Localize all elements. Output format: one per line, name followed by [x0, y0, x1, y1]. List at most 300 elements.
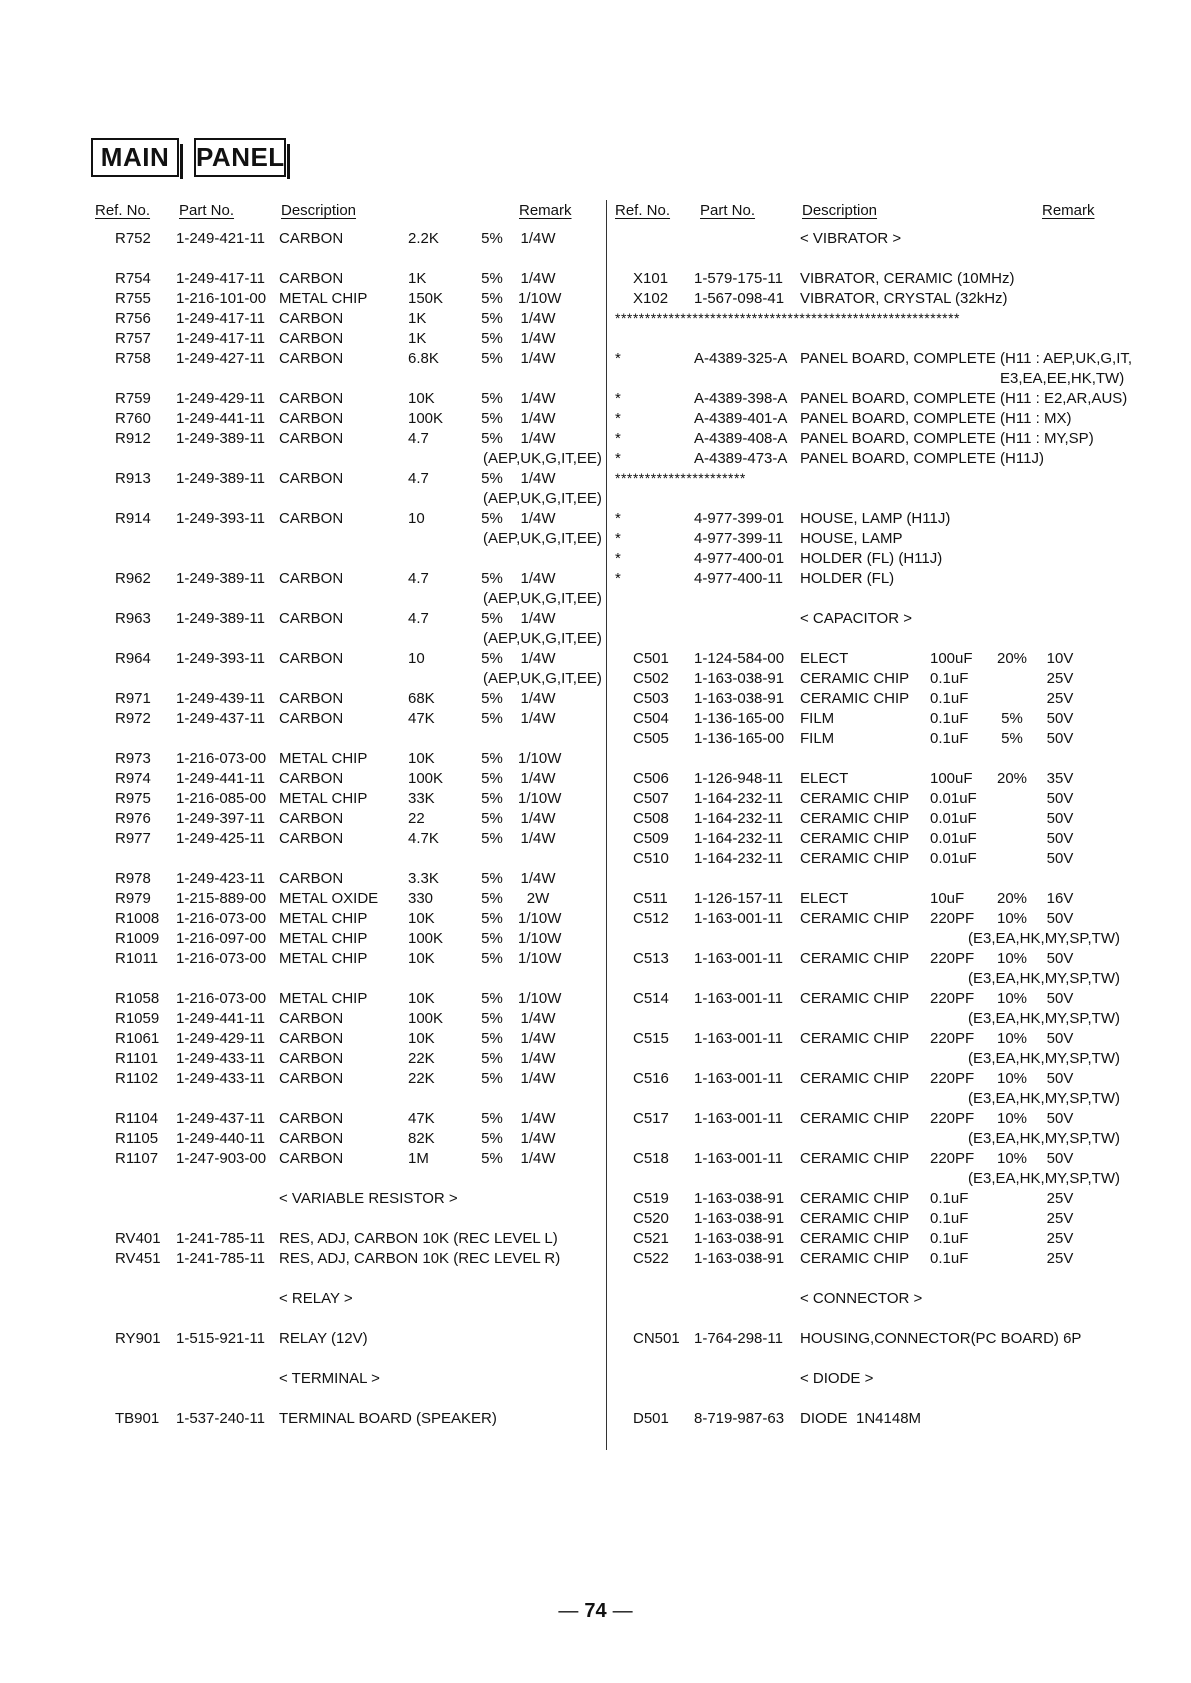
- part-val: 1N4148M: [856, 1410, 922, 1427]
- part-rating: 50V: [1046, 730, 1074, 747]
- part-part: 4-977-399-11: [694, 530, 783, 547]
- part-part: 1-249-429-11: [176, 390, 265, 407]
- part-part: 1-249-441-11: [176, 1010, 265, 1027]
- part-tol: 5%: [481, 690, 503, 707]
- part-part: 1-537-240-11: [176, 1410, 265, 1427]
- part-rating: 1/10W: [518, 990, 562, 1007]
- part-part: 1-249-441-11: [176, 770, 265, 787]
- part-ref: R914: [115, 510, 151, 527]
- part-mark: *: [615, 410, 621, 427]
- part-rating: 50V: [1046, 950, 1074, 967]
- part-part: 1-249-429-11: [176, 1030, 265, 1047]
- part-rating: 1/4W: [520, 570, 556, 587]
- part-tol: 5%: [481, 910, 503, 927]
- part-part: 1-216-073-00: [176, 750, 267, 767]
- part-tol: 5%: [481, 270, 503, 287]
- part-rating: 50V: [1046, 710, 1074, 727]
- part-rating: 1/4W: [520, 650, 556, 667]
- part-rating: 1/4W: [520, 470, 556, 487]
- part-ref: RY901: [115, 1330, 161, 1347]
- part-ref: R759: [115, 390, 151, 407]
- part-desc: CERAMIC CHIP: [800, 1190, 910, 1207]
- part-ref: R758: [115, 350, 151, 367]
- part-part: 1-241-785-11: [176, 1250, 265, 1267]
- part-rating: 1/4W: [520, 1050, 556, 1067]
- part-tol: 5%: [481, 790, 503, 807]
- part-val: 10K: [408, 990, 435, 1007]
- part-remark2: (E3,EA,HK,MY,SP,TW): [968, 970, 1120, 987]
- part-part: 1-579-175-11: [694, 270, 783, 287]
- part-ref: R757: [115, 330, 151, 347]
- part-tol: 5%: [481, 1150, 503, 1167]
- part-remark2: (E3,EA,HK,MY,SP,TW): [968, 930, 1120, 947]
- part-tol: 10%: [996, 1070, 1028, 1087]
- part-ref: C515: [633, 1030, 669, 1047]
- page-number-line: [0, 1600, 1191, 1623]
- part-part: 1-247-903-00: [176, 1150, 267, 1167]
- part-section: < RELAY >: [279, 1290, 353, 1307]
- part-val: 82K: [408, 1130, 435, 1147]
- part-rating: 1/10W: [518, 790, 562, 807]
- part-desc: HOUSE, LAMP: [800, 530, 903, 547]
- part-ref: C506: [633, 770, 669, 787]
- part-ref: R974: [115, 770, 151, 787]
- part-rating: 1/10W: [518, 750, 562, 767]
- part-part: 1-515-921-11: [176, 1330, 265, 1347]
- part-desc: CARBON: [279, 650, 344, 667]
- part-tol: 5%: [481, 890, 503, 907]
- part-desc: HOUSE, LAMP (H11J): [800, 510, 951, 527]
- part-rating: 10V: [1046, 650, 1074, 667]
- part-part: 1-249-389-11: [176, 470, 265, 487]
- part-ref: C504: [633, 710, 669, 727]
- part-part: A-4389-401-A: [694, 410, 788, 427]
- part-tol: 10%: [996, 990, 1028, 1007]
- part-part: 1-249-440-11: [176, 1130, 265, 1147]
- part-val: 0.01uF: [930, 830, 977, 847]
- part-val: 4.7: [408, 470, 429, 487]
- part-rating: 50V: [1046, 1070, 1074, 1087]
- part-part: A-4389-473-A: [694, 450, 788, 467]
- part-desc: RES, ADJ, CARBON 10K (REC LEVEL L): [279, 1230, 558, 1247]
- part-tol: 5%: [481, 430, 503, 447]
- part-part: 1-249-393-11: [176, 650, 265, 667]
- part-ref: C522: [633, 1250, 669, 1267]
- part-part: 1-249-439-11: [176, 690, 265, 707]
- part-desc: CERAMIC CHIP: [800, 690, 910, 707]
- part-rating: 1/4W: [520, 1010, 556, 1027]
- part-remark2: (E3,EA,HK,MY,SP,TW): [968, 1170, 1120, 1187]
- part-part: 1-567-098-41: [694, 290, 785, 307]
- part-part: 1-164-232-11: [694, 810, 783, 827]
- part-val: 47K: [408, 710, 435, 727]
- part-ref: R971: [115, 690, 151, 707]
- part-part: 1-164-232-11: [694, 790, 783, 807]
- part-rating: 35V: [1046, 770, 1074, 787]
- part-tol: 5%: [481, 930, 503, 947]
- part-val: 6.8K: [408, 350, 439, 367]
- part-section: < CONNECTOR >: [800, 1290, 923, 1307]
- part-val: 220PF: [930, 1030, 975, 1047]
- dash-right: —: [612, 1600, 633, 1622]
- part-part: 1-163-038-91: [694, 1230, 785, 1247]
- part-ref: R913: [115, 470, 151, 487]
- part-desc: PANEL BOARD, COMPLETE (H11 : MY,SP): [800, 430, 1094, 447]
- part-desc: PANEL BOARD, COMPLETE (H11J): [800, 450, 1044, 467]
- part-tol: 5%: [481, 610, 503, 627]
- part-part: 1-126-157-11: [694, 890, 783, 907]
- part-desc: CERAMIC CHIP: [800, 810, 910, 827]
- part-rating: 1/4W: [520, 230, 556, 247]
- part-part: 1-163-038-91: [694, 1250, 785, 1267]
- part-part: 1-163-038-91: [694, 1190, 785, 1207]
- part-desc: CERAMIC CHIP: [800, 1070, 910, 1087]
- part-ref: C505: [633, 730, 669, 747]
- part-part: 1-249-433-11: [176, 1050, 265, 1067]
- part-part: 1-163-001-11: [694, 1110, 783, 1127]
- part-desc: ELECT: [800, 770, 849, 787]
- part-rating: 1/4W: [520, 810, 556, 827]
- part-mark: *: [615, 390, 621, 407]
- part-part: 1-249-423-11: [176, 870, 265, 887]
- part-ref: R1009: [115, 930, 160, 947]
- part-rating: 1/4W: [520, 710, 556, 727]
- main-tag: MAIN: [91, 138, 179, 177]
- part-desc: FILM: [800, 730, 835, 747]
- part-ref: C519: [633, 1190, 669, 1207]
- part-ref: R756: [115, 310, 151, 327]
- part-rating: 1/10W: [518, 930, 562, 947]
- part-ref: R975: [115, 790, 151, 807]
- part-desc: METAL CHIP: [279, 910, 368, 927]
- part-ref: C520: [633, 1210, 669, 1227]
- part-part: 1-163-001-11: [694, 990, 783, 1007]
- part-part: 1-163-038-91: [694, 1210, 785, 1227]
- part-rating: 50V: [1046, 810, 1074, 827]
- part-part: A-4389-398-A: [694, 390, 788, 407]
- part-mark: *: [615, 550, 621, 567]
- part-part: 1-249-393-11: [176, 510, 265, 527]
- part-val: 220PF: [930, 990, 975, 1007]
- part-desc: CARBON: [279, 1130, 344, 1147]
- part-val: 0.01uF: [930, 850, 977, 867]
- part-rating: 1/10W: [518, 950, 562, 967]
- header-ref: Ref. No.: [95, 202, 151, 219]
- part-part: 1-216-101-00: [176, 290, 267, 307]
- part-val: 10K: [408, 950, 435, 967]
- part-part: 1-249-427-11: [176, 350, 265, 367]
- part-rating: 2W: [526, 890, 550, 907]
- part-tol: 20%: [996, 890, 1028, 907]
- part-ref: C512: [633, 910, 669, 927]
- part-ref: R1059: [115, 1010, 160, 1027]
- part-remark2: (E3,EA,HK,MY,SP,TW): [968, 1090, 1120, 1107]
- part-rating: 1/10W: [518, 290, 562, 307]
- part-part: 1-124-584-00: [694, 650, 785, 667]
- part-rating: 1/4W: [520, 1150, 556, 1167]
- part-part: 1-126-948-11: [694, 770, 783, 787]
- part-desc: HOLDER (FL) (H11J): [800, 550, 943, 567]
- part-val: 3.3K: [408, 870, 439, 887]
- part-tol: 5%: [481, 1110, 503, 1127]
- part-rating: 1/4W: [520, 310, 556, 327]
- part-rating: 16V: [1046, 890, 1074, 907]
- part-desc: CERAMIC CHIP: [800, 830, 910, 847]
- part-part: 1-249-389-11: [176, 610, 265, 627]
- part-part: 1-163-038-91: [694, 670, 785, 687]
- part-desc: FILM: [800, 710, 835, 727]
- part-desc: METAL CHIP: [279, 750, 368, 767]
- part-desc: CARBON: [279, 1110, 344, 1127]
- part-desc: CARBON: [279, 430, 344, 447]
- part-remark2: (E3,EA,HK,MY,SP,TW): [968, 1010, 1120, 1027]
- part-ref: X102: [633, 290, 669, 307]
- part-desc: RES, ADJ, CARBON 10K (REC LEVEL R): [279, 1250, 561, 1267]
- part-part: 1-216-073-00: [176, 910, 267, 927]
- part-desc: ELECT: [800, 650, 849, 667]
- part-tol: 5%: [481, 510, 503, 527]
- part-desc: CARBON: [279, 710, 344, 727]
- part-section: < CAPACITOR >: [800, 610, 912, 627]
- part-ref: TB901: [115, 1410, 160, 1427]
- part-section: < VIBRATOR >: [800, 230, 902, 247]
- part-ref: C507: [633, 790, 669, 807]
- part-val: 0.1uF: [930, 670, 969, 687]
- part-ref: R1061: [115, 1030, 160, 1047]
- dash-left: —: [558, 1600, 579, 1622]
- part-tol: 20%: [996, 650, 1028, 667]
- part-ref: R1008: [115, 910, 160, 927]
- part-val: 0.01uF: [930, 810, 977, 827]
- part-desc: CARBON: [279, 330, 344, 347]
- header-part: Part No.: [179, 202, 235, 219]
- part-desc: CARBON: [279, 470, 344, 487]
- part-part: 1-215-889-00: [176, 890, 267, 907]
- part-desc: CERAMIC CHIP: [800, 990, 910, 1007]
- part-ref: R1105: [115, 1130, 159, 1147]
- part-val: 4.7: [408, 610, 429, 627]
- part-ref: R1101: [115, 1050, 159, 1067]
- part-desc: CARBON: [279, 1070, 344, 1087]
- part-desc: METAL CHIP: [279, 790, 368, 807]
- part-rating: 25V: [1046, 670, 1074, 687]
- part-desc: CARBON: [279, 870, 344, 887]
- part-section: < TERMINAL >: [279, 1370, 380, 1387]
- part-part: 1-163-001-11: [694, 1070, 783, 1087]
- part-section: < DIODE >: [800, 1370, 874, 1387]
- part-val: 68K: [408, 690, 435, 707]
- part-desc: METAL CHIP: [279, 930, 368, 947]
- part-val: 47K: [408, 1110, 435, 1127]
- part-rating: 50V: [1046, 990, 1074, 1007]
- part-desc: TERMINAL BOARD (SPEAKER): [279, 1410, 497, 1427]
- part-desc: METAL OXIDE: [279, 890, 379, 907]
- part-tol: 5%: [481, 870, 503, 887]
- part-desc: VIBRATOR, CRYSTAL (32kHz): [800, 290, 1008, 307]
- part-val: 10uF: [930, 890, 965, 907]
- header-desc: Description: [281, 202, 357, 219]
- part-tol: 5%: [481, 1070, 503, 1087]
- part-tol: 5%: [1001, 730, 1023, 747]
- part-ref: R1058: [115, 990, 160, 1007]
- part-val: 4.7: [408, 430, 429, 447]
- part-part: A-4389-408-A: [694, 430, 788, 447]
- part-val: 0.1uF: [930, 1190, 969, 1207]
- part-rating: 1/4W: [520, 870, 556, 887]
- header-part: Part No.: [700, 202, 756, 219]
- part-tol: 5%: [481, 1130, 503, 1147]
- part-desc: VIBRATOR, CERAMIC (10MHz): [800, 270, 1015, 287]
- part-rating: 25V: [1046, 1190, 1074, 1207]
- part-ref: R752: [115, 230, 151, 247]
- part-ref: RV401: [115, 1230, 161, 1247]
- part-remark2: (E3,EA,HK,MY,SP,TW): [968, 1050, 1120, 1067]
- part-part: 1-163-001-11: [694, 1150, 783, 1167]
- part-val: 10K: [408, 1030, 435, 1047]
- part-tol: 5%: [481, 230, 503, 247]
- part-tol: 20%: [996, 770, 1028, 787]
- part-part: 1-249-437-11: [176, 710, 265, 727]
- part-val: 220PF: [930, 1150, 975, 1167]
- part-ref: C511: [633, 890, 668, 907]
- part-ref: R1011: [115, 950, 159, 967]
- part-val: 100K: [408, 770, 444, 787]
- part-rating: 1/4W: [520, 770, 556, 787]
- part-val: 33K: [408, 790, 435, 807]
- part-val: 0.01uF: [930, 790, 977, 807]
- part-ref: C502: [633, 670, 669, 687]
- part-desc: ELECT: [800, 890, 849, 907]
- part-rating: 1/4W: [520, 1130, 556, 1147]
- part-tol: 5%: [481, 350, 503, 367]
- part-rating: 1/4W: [520, 410, 556, 427]
- part-rating: 25V: [1046, 1250, 1074, 1267]
- part-desc: PANEL BOARD, COMPLETE (H11 : MX): [800, 410, 1072, 427]
- part-desc: CARBON: [279, 270, 344, 287]
- part-remark2: (AEP,UK,G,IT,EE): [483, 590, 602, 607]
- part-part: 4-977-400-01: [694, 550, 785, 567]
- part-tol: 5%: [481, 410, 503, 427]
- part-desc: CARBON: [279, 390, 344, 407]
- part-tol: 5%: [481, 470, 503, 487]
- part-part: 1-249-421-11: [176, 230, 265, 247]
- part-val: 220PF: [930, 910, 975, 927]
- part-ref: R963: [115, 610, 151, 627]
- part-tol: 10%: [996, 950, 1028, 967]
- part-rating: 1/4W: [520, 610, 556, 627]
- part-val: 330: [408, 890, 434, 907]
- part-rating: 50V: [1046, 830, 1074, 847]
- part-val: 0.1uF: [930, 710, 969, 727]
- part-desc: CARBON: [279, 570, 344, 587]
- part-remark2: (AEP,UK,G,IT,EE): [483, 490, 602, 507]
- panel-tag: PANEL: [194, 138, 286, 177]
- part-part: 1-164-232-11: [694, 850, 783, 867]
- part-tol: 10%: [996, 1110, 1028, 1127]
- part-val: 0.1uF: [930, 1250, 969, 1267]
- part-part: 1-249-389-11: [176, 570, 265, 587]
- part-rating: 1/4W: [520, 330, 556, 347]
- part-rating: 25V: [1046, 690, 1074, 707]
- part-mark: *: [615, 430, 621, 447]
- part-desc: RELAY (12V): [279, 1330, 368, 1347]
- part-ref: C517: [633, 1110, 669, 1127]
- part-ref: D501: [633, 1410, 669, 1427]
- part-tol: 10%: [996, 1030, 1028, 1047]
- part-val: 0.1uF: [930, 690, 969, 707]
- part-part: 1-249-417-11: [176, 310, 265, 327]
- part-tol: 5%: [481, 830, 503, 847]
- part-desc: CARBON: [279, 230, 344, 247]
- part-stars: **********************************************************: [615, 310, 960, 326]
- part-desc: PANEL BOARD, COMPLETE (H11 : AEP,UK,G,IT,: [800, 350, 1133, 367]
- part-val: 220PF: [930, 1070, 975, 1087]
- part-rating: 50V: [1046, 850, 1074, 867]
- part-tol: 5%: [481, 390, 503, 407]
- part-tol: 5%: [481, 710, 503, 727]
- part-ref: C514: [633, 990, 669, 1007]
- part-tol: 10%: [996, 910, 1028, 927]
- part-tol: 5%: [1001, 710, 1023, 727]
- part-rating: 25V: [1046, 1210, 1074, 1227]
- part-val: 22: [408, 810, 425, 827]
- part-val: 1K: [408, 330, 427, 347]
- part-desc: CARBON: [279, 350, 344, 367]
- part-desc: CERAMIC CHIP: [800, 910, 910, 927]
- part-part: 1-136-165-00: [694, 730, 785, 747]
- part-desc: PANEL BOARD, COMPLETE (H11 : E2,AR,AUS): [800, 390, 1128, 407]
- part-ref: R977: [115, 830, 151, 847]
- part-remark2: (AEP,UK,G,IT,EE): [483, 450, 602, 467]
- part-val: 22K: [408, 1050, 435, 1067]
- part-desc: METAL CHIP: [279, 950, 368, 967]
- part-val: 4.7: [408, 570, 429, 587]
- part-rating: 50V: [1046, 790, 1074, 807]
- part-desc: CARBON: [279, 770, 344, 787]
- part-ref: RV451: [115, 1250, 161, 1267]
- part-ref: R1107: [115, 1150, 159, 1167]
- part-desc: CERAMIC CHIP: [800, 1210, 910, 1227]
- part-mark: *: [615, 570, 621, 587]
- part-ref: R973: [115, 750, 151, 767]
- part-remark2: (AEP,UK,G,IT,EE): [483, 530, 602, 547]
- part-desc: CARBON: [279, 410, 344, 427]
- part-desc: METAL CHIP: [279, 990, 368, 1007]
- part-val: 1M: [408, 1150, 429, 1167]
- part-desc: CARBON: [279, 690, 344, 707]
- part-ref: R1102: [115, 1070, 159, 1087]
- part-desc: CARBON: [279, 810, 344, 827]
- column-divider: [606, 200, 607, 1450]
- part-part: 1-164-232-11: [694, 830, 783, 847]
- header-ref: Ref. No.: [615, 202, 671, 219]
- part-val: 100K: [408, 930, 444, 947]
- part-ref: R755: [115, 290, 151, 307]
- part-rating: 25V: [1046, 1230, 1074, 1247]
- part-remark2: (AEP,UK,G,IT,EE): [483, 630, 602, 647]
- part-part: 1-163-001-11: [694, 950, 783, 967]
- part-tol: 5%: [481, 1030, 503, 1047]
- part-mark: *: [615, 530, 621, 547]
- part-part: 1-249-417-11: [176, 270, 265, 287]
- part-val: 220PF: [930, 1110, 975, 1127]
- part-ref: C516: [633, 1070, 669, 1087]
- part-ref: R979: [115, 890, 151, 907]
- part-desc: CERAMIC CHIP: [800, 1110, 910, 1127]
- part-ref: CN501: [633, 1330, 680, 1347]
- part-part: 1-136-165-00: [694, 710, 785, 727]
- part-rating: 1/4W: [520, 390, 556, 407]
